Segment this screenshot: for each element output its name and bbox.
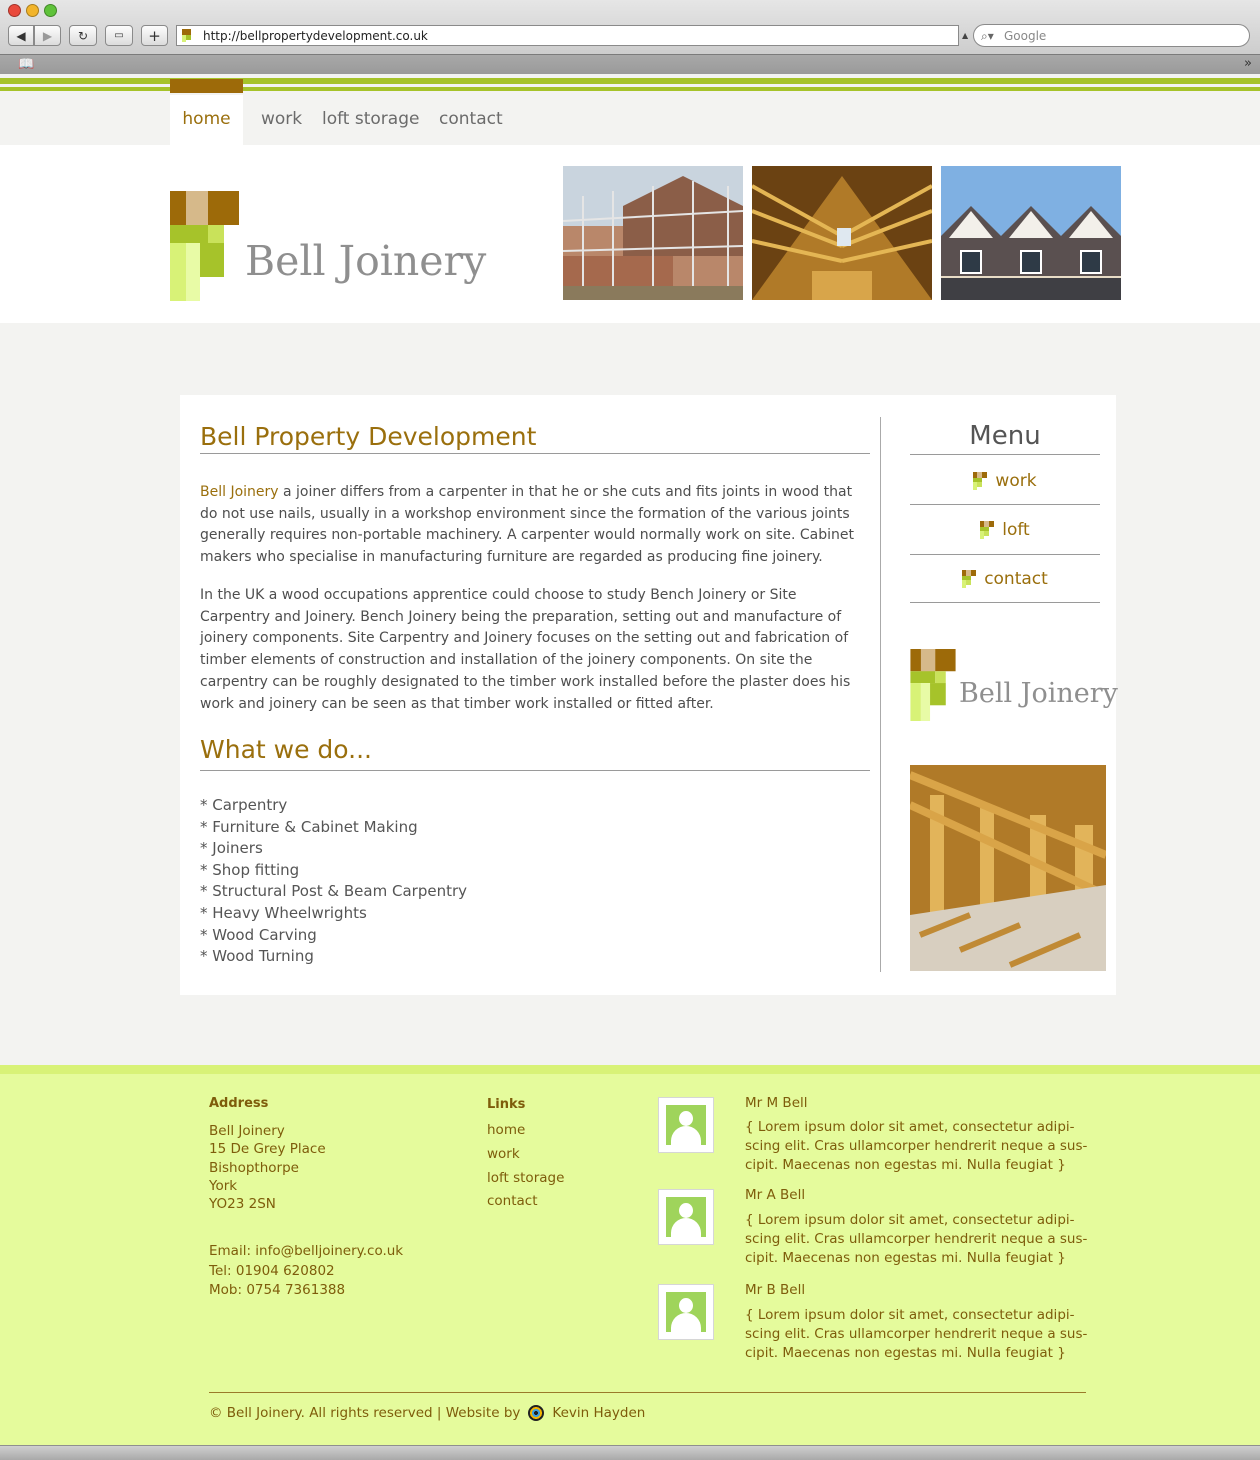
- sidebar-item-label: work: [995, 470, 1037, 491]
- person-bio: { Lorem ipsum dolor sit amet, consectetur adipi-scing elit. Cras ullamcorper hendrerit neque a sus-cipit. Maecenas non egestas mi. Nulla feugiat }: [745, 1212, 1088, 1266]
- list-item: * Carpentry: [200, 796, 288, 814]
- avatar: [658, 1097, 714, 1153]
- sidebar-item-label: contact: [984, 569, 1048, 589]
- list-item: * Shop fitting: [200, 860, 300, 879]
- column-divider: [880, 417, 881, 972]
- person-bio: { Lorem ipsum dolor sit amet, consectetur adipi-scing elit. Cras ullamcorper hendrerit neque a sus-cipit. Maecenas non egestas mi. Nulla feugiat }: [745, 1307, 1088, 1361]
- browser-status-bar: [0, 1445, 1260, 1460]
- bookmarks-book-icon[interactable]: 📖: [18, 57, 35, 72]
- list-item: * Heavy Wheelwrights: [200, 903, 367, 922]
- title-rule: [200, 453, 870, 454]
- bookmarks-bar: [0, 54, 1260, 74]
- list-item: * Structural Post & Beam Carpentry: [200, 882, 467, 901]
- nav-work[interactable]: work: [261, 109, 303, 129]
- sidebar-logo-mark: [910, 649, 956, 721]
- main-content-panel: [170, 395, 1122, 995]
- search-icon: ⌕▾: [981, 29, 994, 43]
- user-placeholder-icon: [666, 1197, 706, 1237]
- avatar: [658, 1284, 714, 1340]
- house-gables-photo: [941, 166, 1121, 300]
- address-block: [209, 1122, 326, 1213]
- logo-bullet-icon: [980, 521, 994, 539]
- address-line: Bell Joinery: [209, 1123, 285, 1139]
- reload-button[interactable]: [69, 25, 97, 46]
- footer-link-loft-storage[interactable]: loft storage: [487, 1170, 565, 1186]
- subtitle-rule: [200, 770, 870, 771]
- url-dropdown-icon[interactable]: ▲: [962, 31, 969, 40]
- address-line: YO23 2SN: [209, 1196, 276, 1213]
- browser-toolbar: [0, 0, 1260, 74]
- sidebar-item-contact[interactable]: [910, 556, 1100, 603]
- email-text[interactable]: Email: info@belljoinery.co.uk: [209, 1243, 404, 1259]
- address-heading: Address: [209, 1096, 269, 1111]
- author-link[interactable]: Kevin Hayden: [552, 1405, 646, 1421]
- site-favicon: [182, 29, 196, 42]
- copyright-text: © Bell Joinery. All rights reserved | Website by: [209, 1405, 521, 1421]
- what-we-do-heading: What we do...: [200, 735, 372, 764]
- person-name: Mr B Bell: [745, 1282, 806, 1298]
- sidebar-logo-text: Bell Joinery: [959, 678, 1118, 709]
- copyright-line: [209, 1405, 645, 1421]
- snapback-button[interactable]: [105, 25, 133, 46]
- avatar: [658, 1189, 714, 1245]
- minimize-window-button[interactable]: [26, 4, 39, 17]
- back-button[interactable]: ◀: [8, 25, 34, 46]
- window-controls: [8, 4, 57, 17]
- site-header: [0, 145, 1260, 323]
- bell-joinery-logo-mark[interactable]: [170, 191, 239, 301]
- intro-paragraph: [200, 482, 860, 569]
- sidebar-item-label: loft: [1002, 520, 1030, 540]
- mob-text: Mob: 0754 7361388: [209, 1282, 346, 1298]
- tel-text: Tel: 01904 620802: [209, 1262, 335, 1279]
- nav-active-marker: [170, 79, 243, 93]
- sidebar-menu-title: Menu: [969, 421, 1041, 451]
- search-field[interactable]: [973, 24, 1250, 47]
- footer-link-work[interactable]: work: [487, 1146, 520, 1162]
- footer-rule: [209, 1392, 1086, 1393]
- url-text: http://bellpropertydevelopment.co.uk: [203, 28, 428, 43]
- page-title: Bell Property Development: [200, 422, 537, 451]
- address-line: Bishopthorpe: [209, 1159, 299, 1176]
- list-item: * Wood Carving: [200, 925, 317, 944]
- person-name: Mr M Bell: [745, 1095, 808, 1111]
- logo-text[interactable]: Bell Joinery: [245, 237, 487, 285]
- intro-highlight: Bell Joinery: [200, 484, 279, 500]
- intro-text: a joiner differs from a carpenter in that he or she cuts and fits joints in wood that do not use nails, usually in a workshop environment since the formation of the various joints generally requires non-portable machinery. A carpenter would normally work on site. Cabinet makers who specialise in manufacturing furniture are regarded as producing fine joinery.: [200, 484, 854, 566]
- address-line: York: [209, 1177, 238, 1194]
- logo-bullet-icon: [973, 472, 987, 490]
- footer-link-home[interactable]: home: [487, 1122, 526, 1138]
- user-placeholder-icon: [666, 1105, 706, 1145]
- user-placeholder-icon: [666, 1292, 706, 1332]
- reload-icon: ↻: [77, 28, 89, 43]
- top-nav: [0, 95, 1260, 145]
- nav-contact[interactable]: contact: [439, 109, 503, 129]
- site-footer: [0, 1065, 1260, 1445]
- loft-beams-photo: [910, 765, 1106, 971]
- sidebar-item-loft[interactable]: [910, 506, 1100, 555]
- forward-button[interactable]: ▶: [34, 25, 61, 46]
- person-name: Mr A Bell: [745, 1187, 806, 1203]
- close-window-button[interactable]: [8, 4, 21, 17]
- nav-loft-storage[interactable]: loft storage: [322, 109, 420, 129]
- main-content-inner: [180, 395, 1116, 995]
- web-page: [0, 75, 1260, 1445]
- sidebar-item-work[interactable]: [910, 457, 1100, 505]
- loft-rafters-photo: [752, 166, 932, 300]
- author-logo-icon: [528, 1405, 544, 1421]
- construction-site-photo: [563, 166, 743, 300]
- plus-icon: +: [148, 26, 161, 45]
- services-list: [200, 795, 467, 968]
- links-heading: Links: [487, 1097, 526, 1112]
- new-tab-button[interactable]: [141, 25, 168, 46]
- nav-home[interactable]: home: [170, 95, 243, 145]
- menu-title-rule: [910, 454, 1100, 455]
- address-bar[interactable]: [176, 25, 959, 46]
- footer-link-contact[interactable]: contact: [487, 1193, 538, 1209]
- logo-bullet-icon: [962, 570, 976, 588]
- search-placeholder: Google: [1004, 28, 1047, 43]
- bookmarks-overflow-icon[interactable]: »: [1244, 56, 1252, 71]
- list-item: * Joiners: [200, 839, 263, 858]
- list-item: * Wood Turning: [200, 947, 314, 966]
- contact-block: [209, 1242, 403, 1301]
- zoom-window-button[interactable]: [44, 4, 57, 17]
- person-bio: { Lorem ipsum dolor sit amet, consectetur adipi-scing elit. Cras ullamcorper hendrerit neque a sus-cipit. Maecenas non egestas mi. Nulla feugiat }: [745, 1119, 1088, 1173]
- snapback-icon: ▭: [114, 30, 124, 41]
- address-line: 15 De Grey Place: [209, 1141, 326, 1158]
- uk-paragraph: In the UK a wood occupations apprentice could choose to study Bench Joinery or Site Carpentry and Joinery. Bench Joinery being the preparation, setting out and manufacture of joinery components. Site Carpentry and Joinery focuses on the setting out and fabrication of timber elements of construction and installation of the joinery components. On site the carpentry can be roughly designated to the timber work installed before the plaster does his work and joinery can be seen as that timber work installed or fitted after.: [200, 587, 851, 712]
- list-item: * Furniture & Cabinet Making: [200, 817, 418, 836]
